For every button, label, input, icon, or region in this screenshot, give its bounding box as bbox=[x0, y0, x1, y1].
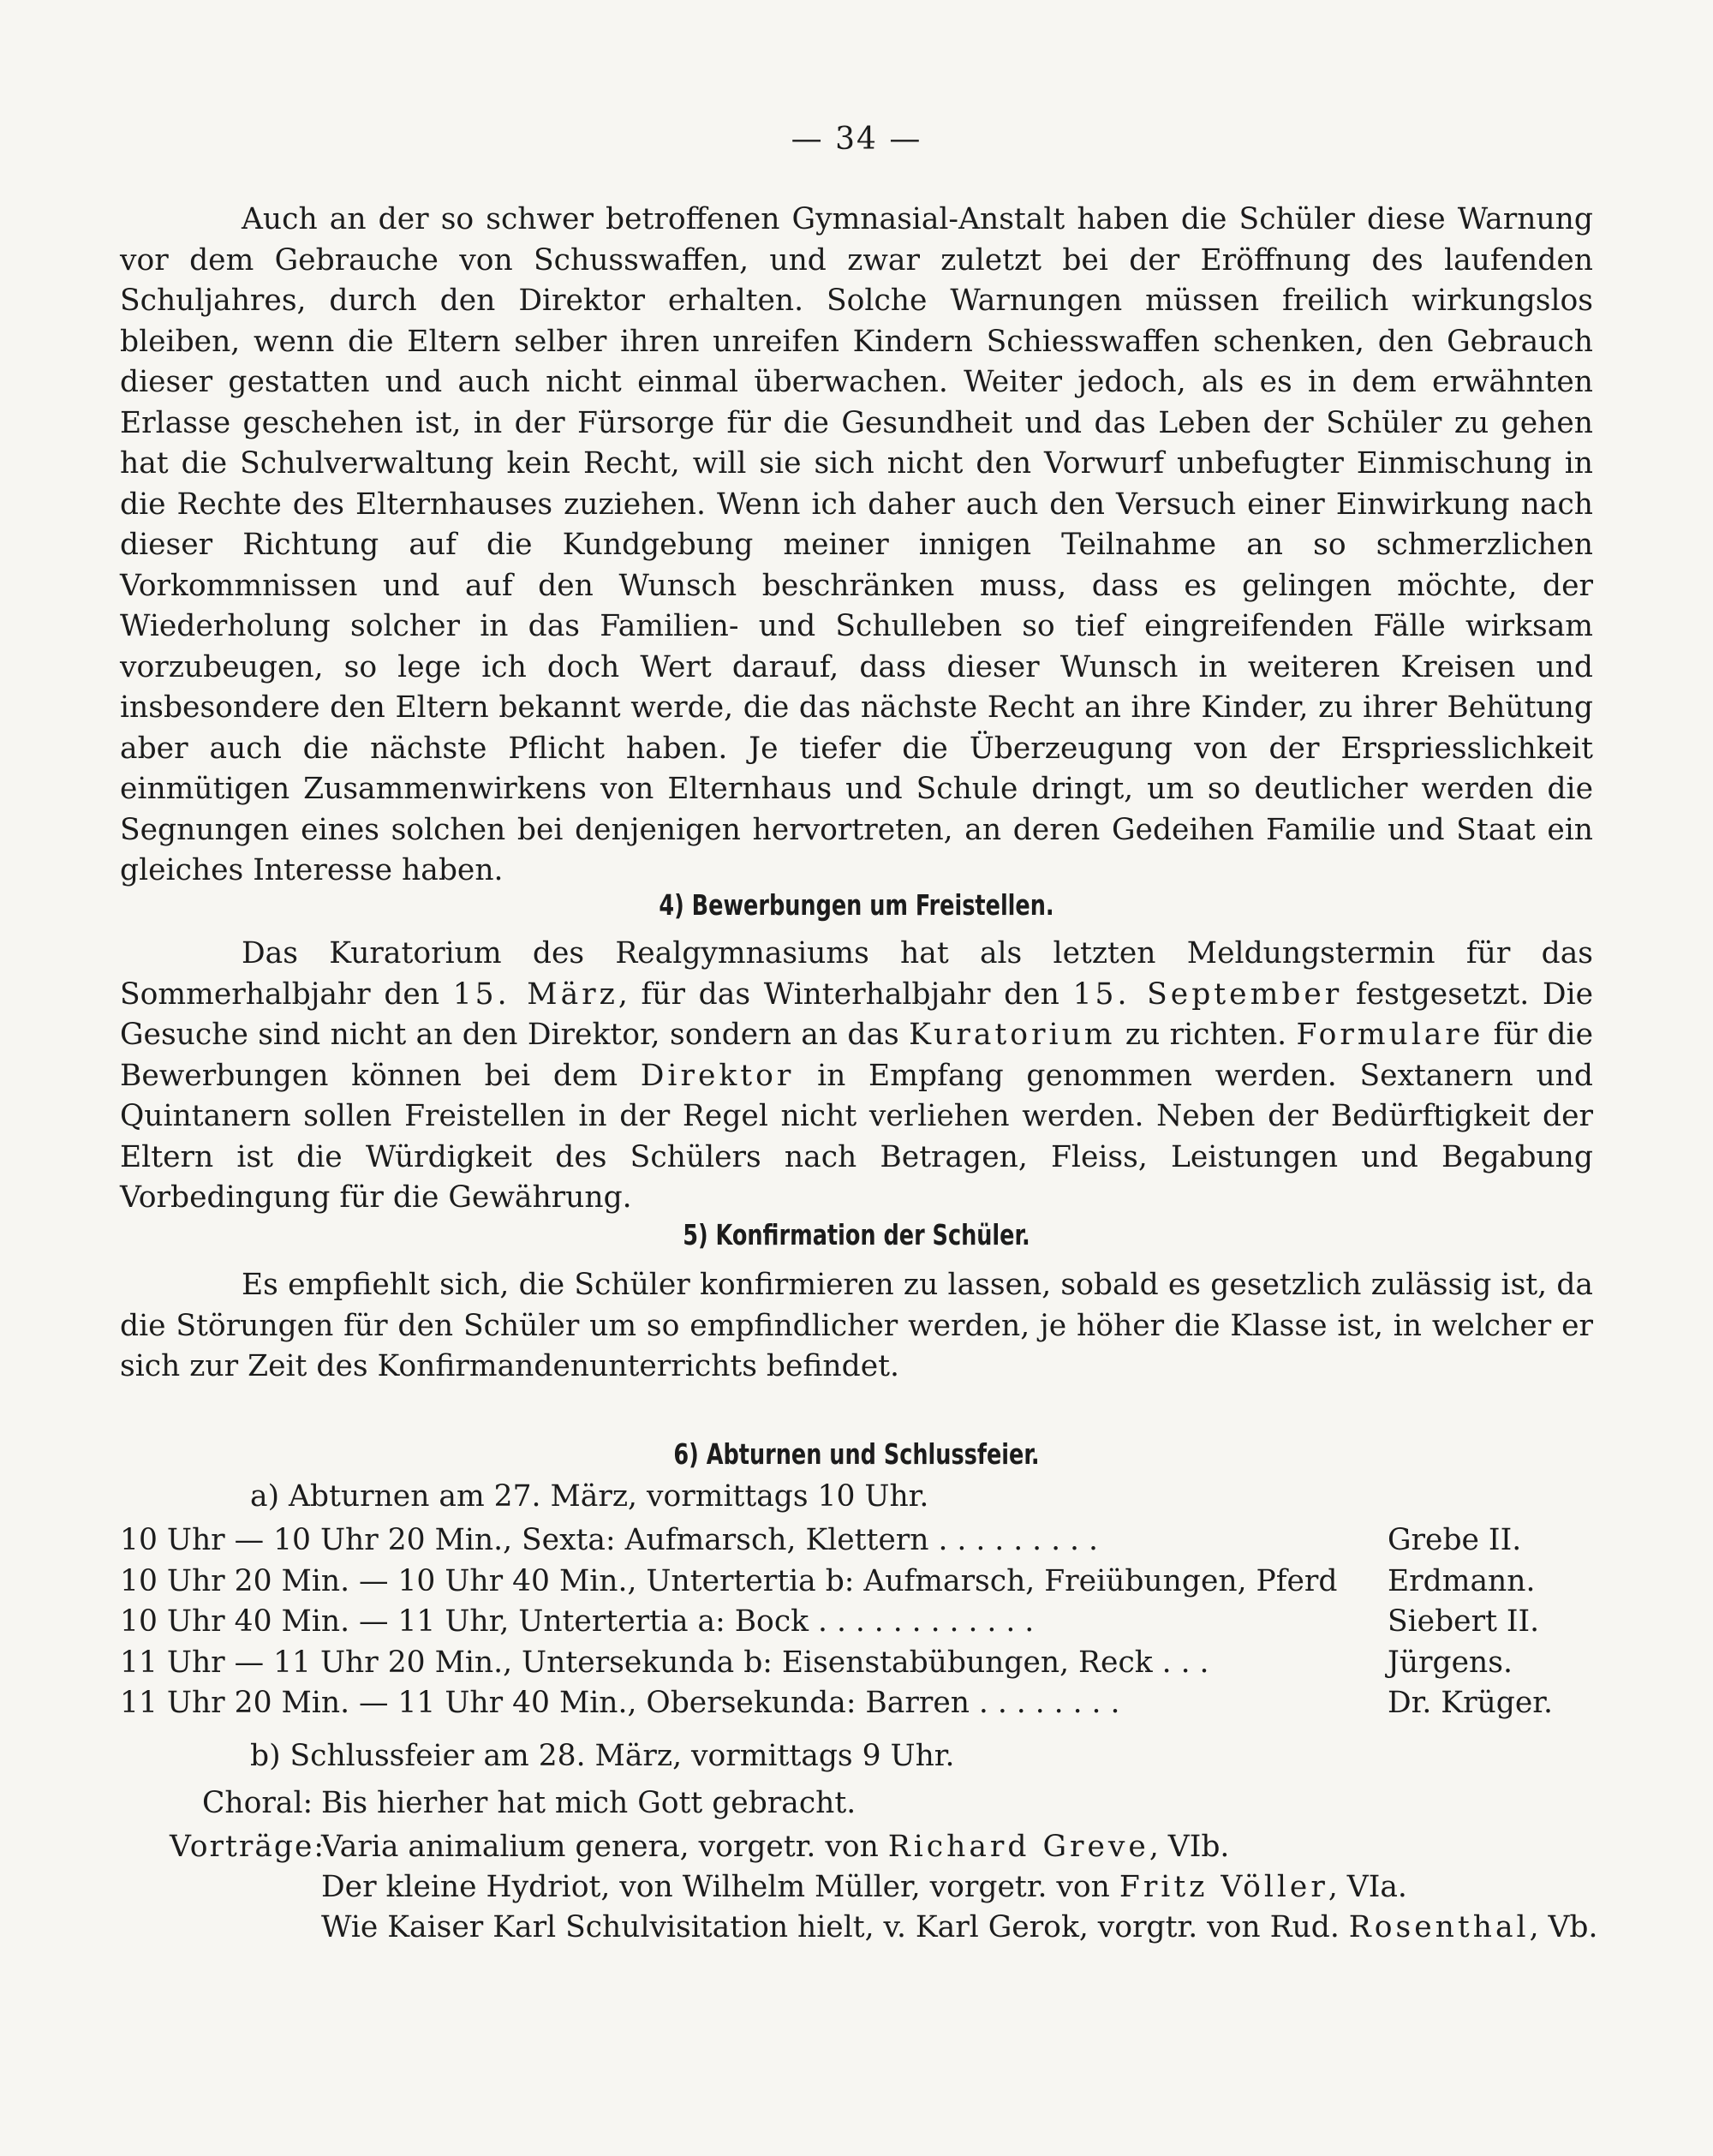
vortrag-line bbox=[321, 1830, 1229, 1864]
kuratorium-term: Kuratorium bbox=[909, 1018, 1116, 1052]
vortrag-line bbox=[321, 1870, 1407, 1904]
text-run: Der kleine Hydriot, von Wilhelm Müller, vorgetr. von bbox=[321, 1870, 1119, 1904]
text-run: zu richten. bbox=[1115, 1018, 1297, 1052]
abturnen-schedule bbox=[120, 1520, 1593, 1724]
text-run: , für das Winterhalbjahr den bbox=[618, 976, 1073, 1012]
date-sommer: 15. März bbox=[452, 976, 618, 1012]
schedule-teacher: Siebert II. bbox=[1388, 1604, 1540, 1639]
text-run: , VIb. bbox=[1149, 1830, 1230, 1864]
choral-label: Choral: bbox=[202, 1786, 313, 1820]
formulare-term: Formulare bbox=[1296, 1018, 1484, 1052]
schedule-row bbox=[120, 1602, 1593, 1643]
schedule-row bbox=[120, 1562, 1593, 1603]
section4-heading: 4) Bewerbungen um Freistellen. bbox=[659, 888, 1054, 922]
vortraege-label: Vorträge: bbox=[170, 1830, 326, 1864]
date-winter: 15. September bbox=[1072, 976, 1343, 1012]
schedule-row bbox=[120, 1643, 1593, 1684]
schedule-teacher: Dr. Krüger. bbox=[1388, 1686, 1553, 1720]
section5-heading: 5) Konfirmation der Schüler. bbox=[683, 1218, 1030, 1251]
abturnen-subheading: a) Abturnen am 27. März, vormittags 10 Uhr. bbox=[250, 1479, 929, 1514]
text-run: für die Bewerbungen können bei dem bbox=[120, 1018, 1594, 1093]
section4-paragraph bbox=[120, 934, 1593, 1219]
text-run: festgesetzt. Die Gesuche sind nicht an den Direktor, sondern an das bbox=[120, 976, 1594, 1052]
section6-heading: 6) Abturnen und Schlussfeier. bbox=[673, 1437, 1040, 1471]
performer-name: Rosenthal bbox=[1348, 1910, 1530, 1944]
schedule-entry: 10 Uhr 40 Min. — 11 Uhr, Untertertia a: Bock . . . . . . . . . . . . bbox=[120, 1604, 1035, 1639]
text-run: , VIa. bbox=[1328, 1870, 1407, 1904]
choral-text: Bis hierher hat mich Gott gebracht. bbox=[321, 1786, 856, 1820]
schedule-entry: 11 Uhr 20 Min. — 11 Uhr 40 Min., Obersekunda: Barren . . . . . . . . bbox=[120, 1686, 1120, 1720]
schedule-entry: 10 Uhr — 10 Uhr 20 Min., Sexta: Aufmarsch, Klettern . . . . . . . . . bbox=[120, 1523, 1098, 1557]
schedule-teacher: Grebe II. bbox=[1388, 1523, 1522, 1557]
schedule-row bbox=[120, 1683, 1593, 1724]
intro-paragraph: Auch an der so schwer betroffenen Gymnasial-Anstalt haben die Schüler diese Warnung vor dem Gebrauche von Schusswaffen, und zwar zuletzt bei der Eröffnung des laufenden Schuljahres, durch den Direktor erhalten. Solche Warnungen müssen freilich wirkungslos bleiben, wenn die Eltern selber ihren unreifen Kindern Schiesswaffen schenken, den Gebrauch dieser gestatten und auch nicht einmal überwachen. Weiter jedoch, als es in dem erwähnten Erlasse geschehen ist, in der Fürsorge für die Gesundheit und das Leben der Schüler zu gehen hat die Schulverwaltung kein Recht, will sie sich nicht den Vorwurf unbefugter Einmischung in die Rechte des Elternhauses zuziehen. Wenn ich daher auch den Versuch einer Einwirkung nach dieser Richtung auf die Kundgebung meiner innigen Teilnahme an so schmerzlichen Vorkommnissen und auf den Wunsch beschränken muss, dass es gelingen möchte, der Wiederholung solcher in das Familien- und Schulleben so tief eingreifenden Fälle wirksam vorzubeugen, so lege ich doch Wert darauf, dass dieser Wunsch in weiteren Kreisen und insbesondere den Eltern bekannt werde, die das nächste Recht an ihre Kinder, zu ihrer Behütung aber auch die nächste Pflicht haben. Je tiefer die Überzeugung von der Erspriesslichkeit einmütigen Zusammenwirkens von Elternhaus und Schule dringt, um so deutlicher werden die Segnungen eines solchen bei denjenigen hervortreten, an deren Gedeihen Familie und Staat ein gleiches Interesse haben. bbox=[120, 202, 1593, 887]
schedule-row bbox=[120, 1520, 1593, 1562]
schedule-entry: 11 Uhr — 11 Uhr 20 Min., Untersekunda b: Eisenstabübungen, Reck . . . bbox=[120, 1645, 1209, 1680]
performer-name: Richard Greve bbox=[887, 1830, 1149, 1864]
text-run: Varia animalium genera, vorgetr. von bbox=[321, 1830, 888, 1864]
performer-name: Fritz Völler bbox=[1119, 1870, 1328, 1904]
vortrag-line bbox=[321, 1910, 1597, 1944]
text-run: Wie Kaiser Karl Schulvisitation hielt, v. Karl Gerok, vorgtr. von Rud. bbox=[321, 1910, 1349, 1944]
schlussfeier-subheading: b) Schlussfeier am 28. März, vormittags 9 Uhr. bbox=[250, 1739, 955, 1773]
page-number: — 34 — bbox=[791, 122, 922, 157]
schedule-entry: 10 Uhr 20 Min. — 10 Uhr 40 Min., Untertertia b: Aufmarsch, Freiübungen, Pferd bbox=[120, 1563, 1338, 1598]
direktor-term: Direktor bbox=[640, 1058, 795, 1093]
text-run: Das Kuratorium des Realgymnasiums hat als letzten Meldungstermin für das Sommerhalbjahr den bbox=[120, 936, 1593, 1012]
text-run: in Empfang genommen werden. Sextanern und Quintanern sollen Freistellen in der Regel nicht verliehen werden. Neben der Bedürftigkeit der Eltern ist die Würdigkeit des Schülers nach Betragen, Fleiss, Leistungen und Begabung Vorbedingung für die Gewährung. bbox=[120, 1058, 1593, 1215]
schedule-teacher: Jürgens. bbox=[1388, 1645, 1513, 1680]
text-run: , Vb. bbox=[1529, 1910, 1598, 1944]
schedule-teacher: Erdmann. bbox=[1388, 1563, 1536, 1598]
section5-paragraph: Es empfiehlt sich, die Schüler konfirmieren zu lassen, sobald es gesetzlich zulässig ist, da die Störungen für den Schüler um so empfindlicher werden, je höher die Klasse ist, in welcher er sich zur Zeit des Konfirmandenunterrichts befindet. bbox=[120, 1268, 1593, 1383]
